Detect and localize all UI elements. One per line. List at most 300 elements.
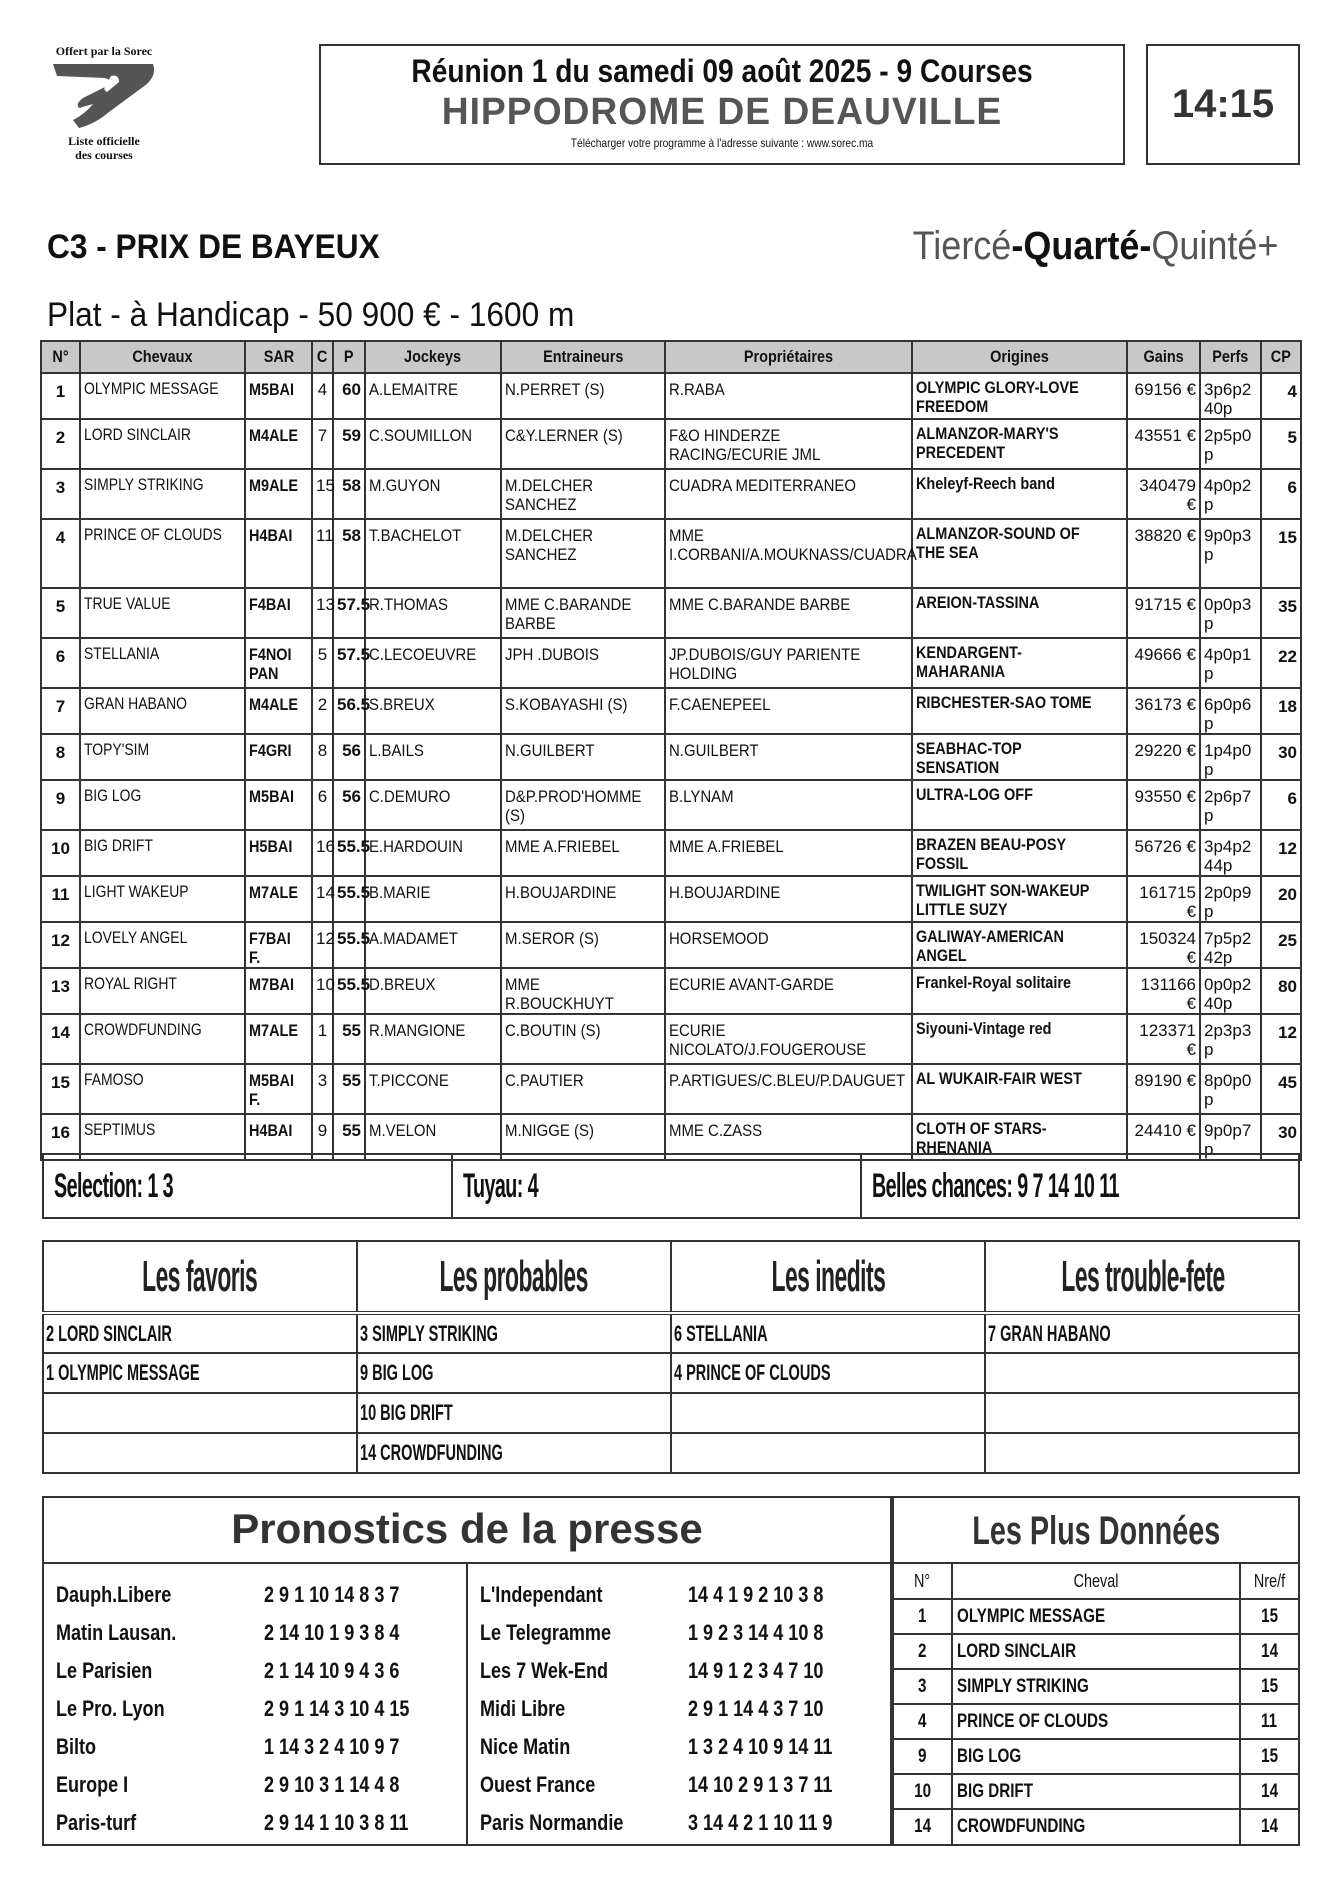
most-picked-count <box>1240 1599 1298 1634</box>
most-picked-table <box>894 1564 1298 1844</box>
cell-perfs-text: 2p6p7p <box>1204 787 1252 825</box>
cell-gains-text: 131166 € <box>1140 975 1196 1013</box>
cell-sar-text: H4BAI <box>249 526 293 545</box>
cell-sar-text: M7ALE <box>249 1021 298 1040</box>
cell-origin <box>912 876 1127 922</box>
category-header-trouble-fete <box>985 1241 1299 1313</box>
cell-jockey <box>365 968 501 1014</box>
col-origin-label: Origines <box>990 347 1049 366</box>
cell-owner-text: F.CAENEPEEL <box>669 695 771 714</box>
table-row[interactable] <box>41 688 1301 734</box>
col-sar-label: SAR <box>263 347 294 366</box>
cell-trainer <box>501 469 665 519</box>
cell-origin <box>912 780 1127 830</box>
cell-n <box>41 734 80 780</box>
cell-horse <box>80 638 245 688</box>
most-picked-count-text: 15 <box>1261 1745 1278 1767</box>
col-sar-header <box>245 341 312 373</box>
press-predictions <box>42 1496 892 1846</box>
col-number-label: N° <box>52 347 69 366</box>
cell-sar <box>245 1064 312 1114</box>
table-row[interactable] <box>41 373 1301 419</box>
cell-trainer-text: C.BOUTIN (S) <box>505 1021 601 1040</box>
bet-separator: - <box>1138 224 1151 268</box>
cell-horse <box>80 876 245 922</box>
cell-p <box>333 469 365 519</box>
most-picked-row[interactable] <box>894 1669 1298 1704</box>
most-picked-horse <box>952 1774 1240 1809</box>
cell-owner-text: B.LYNAM <box>669 787 734 806</box>
cell-horse-text: SIMPLY STRIKING <box>84 475 204 494</box>
cell-owner <box>665 373 912 419</box>
most-picked-n-text: 3 <box>918 1675 927 1697</box>
cell-horse <box>80 1064 245 1114</box>
table-row[interactable] <box>41 1064 1301 1114</box>
category-entry: 10 BIG DRIFT <box>360 1400 453 1425</box>
cell-jockey-text: A.MADAMET <box>369 929 458 948</box>
most-picked-n <box>894 1774 952 1809</box>
cell-perfs-text: 0p0p240p <box>1204 975 1252 1013</box>
selection-cell <box>44 1155 453 1217</box>
cell-n-text: 9 <box>55 789 66 808</box>
most-picked-n <box>894 1599 952 1634</box>
cell-jockey <box>365 922 501 968</box>
cell-owner <box>665 519 917 588</box>
cell-trainer-text: MME C.BARANDE BARBE <box>505 595 632 633</box>
cell-n-text: 11 <box>51 885 70 904</box>
most-picked-n <box>894 1704 952 1739</box>
cell-perfs <box>1200 1014 1261 1064</box>
cell-p <box>333 519 365 588</box>
cell-jockey-text: C.LECOEUVRE <box>369 645 477 664</box>
cell-cp-text: 35 <box>1278 597 1297 616</box>
press-row <box>468 1614 890 1652</box>
cell-horse <box>80 1014 245 1064</box>
cell-n-text: 10 <box>51 839 70 858</box>
cell-horse <box>80 734 245 780</box>
most-picked-header-count <box>1240 1564 1298 1599</box>
cell-trainer <box>501 688 665 734</box>
table-row[interactable] <box>41 588 1301 638</box>
cell-owner <box>665 922 912 968</box>
cell-owner <box>665 588 912 638</box>
col-corde-header <box>312 341 333 373</box>
cell-trainer-text: C.PAUTIER <box>505 1071 584 1090</box>
most-picked-n <box>894 1669 952 1704</box>
press-source-name: Le Parisien <box>56 1658 153 1683</box>
cell-trainer-text: H.BOUJARDINE <box>505 883 617 902</box>
bet-tierce: Tiercé <box>912 224 1011 268</box>
cell-origin-text: Kheleyf-Reech band <box>916 474 1055 493</box>
most-picked-header-label: Nre/f <box>1253 1570 1286 1591</box>
cell-trainer <box>501 638 665 688</box>
table-header-row <box>41 341 1301 373</box>
meeting-header <box>319 44 1125 165</box>
cell-jockey <box>365 830 501 876</box>
cell-c <box>312 734 333 780</box>
cell-n <box>41 373 80 419</box>
press-source-name: Nice Matin <box>480 1734 571 1759</box>
cell-cp-text: 4 <box>1287 382 1297 401</box>
most-picked <box>892 1496 1300 1846</box>
cell-jockey <box>365 688 501 734</box>
table-row[interactable] <box>41 519 1301 588</box>
cell-p-text: 60 <box>342 380 361 399</box>
cell-c <box>312 469 333 519</box>
cell-c-text: 11 <box>316 526 334 545</box>
cell-perfs-text: 3p6p240p <box>1204 380 1252 418</box>
cell-trainer-text: N.PERRET (S) <box>505 380 605 399</box>
most-picked-count <box>1240 1774 1298 1809</box>
press-pick-numbers: 1 9 2 3 14 4 10 8 <box>688 1620 824 1645</box>
cell-cp <box>1261 876 1301 922</box>
press-row <box>468 1804 890 1842</box>
cell-perfs <box>1200 419 1261 469</box>
cell-origin-text: RIBCHESTER-SAO TOME <box>916 693 1092 712</box>
cell-horse-text: FAMOSO <box>84 1070 144 1089</box>
press-pick-numbers: 1 3 2 4 10 9 14 11 <box>688 1734 833 1759</box>
cell-trainer-text: M.NIGGE (S) <box>505 1121 594 1140</box>
table-row[interactable] <box>41 968 1301 1014</box>
cell-cp-text: 15 <box>1278 528 1297 547</box>
col-cp-label: CP <box>1270 347 1292 366</box>
cell-perfs-text: 6p0p6p <box>1204 695 1252 733</box>
cell-trainer <box>501 876 665 922</box>
most-picked-horse <box>952 1669 1240 1704</box>
press-pick-numbers: 2 9 14 1 10 3 8 11 <box>264 1810 409 1835</box>
cell-sar <box>245 876 312 922</box>
cell-jockey-text: R.MANGIONE <box>369 1021 466 1040</box>
cell-c <box>312 1014 333 1064</box>
cell-c <box>312 638 333 688</box>
cell-cp <box>1261 638 1301 688</box>
category-cell-inedits <box>671 1353 985 1393</box>
cell-n <box>41 922 80 968</box>
cell-cp-text: 80 <box>1278 977 1297 996</box>
col-perfs-label: Perfs <box>1212 347 1249 366</box>
cell-sar-text: F7BAI F. <box>249 929 291 967</box>
cell-c-text: 12 <box>316 929 335 948</box>
press-source-name: Le Pro. Lyon <box>56 1696 165 1721</box>
cell-p-text: 57.5 <box>337 645 371 664</box>
cell-gains <box>1127 876 1200 922</box>
category-entry: 3 SIMPLY STRIKING <box>360 1320 498 1346</box>
sorec-logo <box>42 44 166 168</box>
cell-p-text: 58 <box>342 526 361 545</box>
cell-perfs-text: 9p0p7p <box>1204 1121 1252 1159</box>
cell-gains-text: 161715 € <box>1139 883 1196 921</box>
cell-origin-text: ALMANZOR-SOUND OF THE SEA <box>916 524 1080 562</box>
cell-gains-text: 69156 € <box>1134 380 1196 399</box>
most-picked-row[interactable] <box>894 1774 1298 1809</box>
cell-trainer <box>501 922 665 968</box>
cell-origin-text: SEABHAC-TOP SENSATION <box>916 739 1022 777</box>
cell-cp-text: 5 <box>1287 428 1297 447</box>
category-row <box>43 1313 1299 1353</box>
most-picked-row[interactable] <box>894 1634 1298 1669</box>
cell-trainer-text: C&Y.LERNER (S) <box>505 426 623 445</box>
table-row[interactable] <box>41 638 1301 688</box>
press-source <box>44 1582 264 1608</box>
cell-n-text: 16 <box>51 1123 70 1142</box>
cell-sar <box>245 373 312 419</box>
cell-origin <box>912 588 1127 638</box>
most-picked-title: Les Plus Données <box>971 1509 1221 1553</box>
category-row <box>43 1393 1299 1433</box>
cell-sar-text: M7ALE <box>249 883 298 902</box>
most-picked-n-text: 10 <box>914 1780 931 1802</box>
category-cell-favoris <box>43 1393 357 1433</box>
cell-n <box>41 469 80 519</box>
runners-table <box>40 340 1302 1161</box>
cell-sar-text: F4NOIPAN <box>249 645 292 683</box>
press-source <box>44 1734 264 1760</box>
cell-origin <box>912 922 1127 968</box>
category-cell-favoris <box>43 1353 357 1393</box>
tuyau-text: Tuyau: 4 <box>463 1166 539 1205</box>
cell-perfs <box>1200 876 1261 922</box>
most-picked-row[interactable] <box>894 1739 1298 1774</box>
cell-p <box>333 734 365 780</box>
press-pick <box>264 1810 440 1836</box>
cell-sar <box>245 1014 312 1064</box>
most-picked-horse <box>952 1599 1240 1634</box>
cell-c-text: 1 <box>317 1021 328 1040</box>
cell-jockey-text: B.MARIE <box>369 883 431 902</box>
cell-c-text: 7 <box>317 426 328 445</box>
cell-owner <box>665 830 912 876</box>
cell-owner <box>665 688 912 734</box>
most-picked-horse-text: BIG DRIFT <box>957 1780 1033 1802</box>
cell-horse-text: LIGHT WAKEUP <box>84 882 189 901</box>
meeting-title: Réunion 1 du samedi 09 août 2025 - 9 Courses <box>411 53 1033 89</box>
most-picked-header-horse <box>952 1564 1240 1599</box>
cell-origin-text: CLOTH OF STARS-RHENANIA <box>916 1119 1047 1157</box>
cell-n <box>41 638 80 688</box>
table-row[interactable] <box>41 734 1301 780</box>
col-cp-header <box>1261 341 1301 373</box>
most-picked-count <box>1240 1704 1298 1739</box>
category-cell-trouble-fete <box>985 1393 1299 1433</box>
press-source <box>468 1772 688 1798</box>
press-source-name: L'Independant <box>480 1582 603 1607</box>
table-row[interactable] <box>41 469 1301 519</box>
cell-sar <box>245 688 312 734</box>
selection-text: Selection: 1 3 <box>54 1166 174 1205</box>
press-pick-numbers: 3 14 4 2 1 10 11 9 <box>688 1810 833 1835</box>
cell-jockey <box>365 876 501 922</box>
cell-gains <box>1127 638 1200 688</box>
cell-c <box>312 876 333 922</box>
cell-origin-text: ULTRA-LOG OFF <box>916 785 1033 804</box>
most-picked-horse <box>952 1809 1240 1844</box>
cell-perfs <box>1200 922 1261 968</box>
cell-perfs <box>1200 638 1261 688</box>
cell-horse <box>80 519 245 588</box>
most-picked-row[interactable] <box>894 1809 1298 1844</box>
tuyau-cell <box>453 1155 862 1217</box>
cell-owner <box>665 419 912 469</box>
most-picked-horse-text: OLYMPIC MESSAGE <box>957 1605 1106 1627</box>
col-poids-label: P <box>344 347 354 366</box>
category-entry: 6 STELLANIA <box>674 1320 768 1346</box>
cell-cp-text: 6 <box>1287 478 1297 497</box>
cell-p <box>333 922 371 968</box>
cell-perfs-text: 2p0p9p <box>1204 883 1252 921</box>
logo-bottom-text-2: des courses <box>75 148 133 162</box>
cell-perfs <box>1200 1064 1261 1114</box>
category-entry: 14 CROWDFUNDING <box>360 1440 503 1465</box>
most-picked-horse-text: SIMPLY STRIKING <box>957 1675 1089 1697</box>
cell-gains-text: 340479 € <box>1139 476 1196 514</box>
press-source-name: Ouest France <box>480 1772 596 1797</box>
cell-c-text: 10 <box>316 975 335 994</box>
cell-p <box>333 968 371 1014</box>
press-column-left <box>44 1564 468 1844</box>
cell-horse <box>80 830 245 876</box>
most-picked-count-text: 14 <box>1261 1640 1278 1662</box>
cell-trainer-text: JPH .DUBOIS <box>505 645 599 664</box>
cell-perfs-text: 0p0p3p <box>1204 595 1252 633</box>
cell-gains-text: 123371 € <box>1139 1021 1196 1059</box>
cell-sar-text: H5BAI <box>249 837 293 856</box>
cell-jockey <box>365 638 501 688</box>
cell-jockey-text: C.DEMURO <box>369 787 451 806</box>
cell-n-text: 3 <box>55 478 66 497</box>
cell-sar-text: M5BAI <box>249 380 294 399</box>
cell-c <box>312 588 333 638</box>
cell-p <box>333 1014 365 1064</box>
cell-p-text: 55.5 <box>337 883 371 902</box>
cell-sar <box>245 638 312 688</box>
press-source-name: Matin Lausan. <box>56 1620 177 1645</box>
cell-trainer <box>501 419 665 469</box>
press-title: Pronostics de la presse <box>231 1505 703 1552</box>
press-source <box>468 1734 688 1760</box>
press-source-name: Le Telegramme <box>480 1620 612 1645</box>
cell-trainer <box>501 1014 665 1064</box>
most-picked-n-text: 2 <box>918 1640 927 1662</box>
press-pick <box>688 1734 864 1760</box>
table-row[interactable] <box>41 922 1301 968</box>
cell-origin-text: OLYMPIC GLORY-LOVE FREEDOM <box>916 378 1079 416</box>
col-horse-header <box>80 341 245 373</box>
cell-n-text: 6 <box>55 647 66 666</box>
cell-jockey <box>365 734 501 780</box>
cell-p-text: 55 <box>342 1021 361 1040</box>
cell-gains <box>1127 688 1200 734</box>
cell-cp <box>1261 588 1301 638</box>
press-pick <box>688 1620 853 1646</box>
most-picked-horse <box>952 1739 1240 1774</box>
cell-c-text: 14 <box>316 883 335 902</box>
cell-cp <box>1261 968 1301 1014</box>
category-header-favoris <box>43 1241 357 1313</box>
cell-trainer <box>501 373 665 419</box>
race-conditions: Plat - à Handicap - 50 900 € - 1600 m <box>47 296 575 334</box>
cell-cp-text: 22 <box>1278 647 1297 666</box>
cell-p <box>333 638 371 688</box>
cell-jockey-text: R.THOMAS <box>369 595 448 614</box>
cell-cp <box>1261 688 1301 734</box>
cell-gains <box>1127 830 1200 876</box>
bet-quinte: Quinté+ <box>1150 224 1278 268</box>
cell-horse-text: OLYMPIC MESSAGE <box>84 379 219 398</box>
cell-origin <box>912 519 1127 588</box>
press-row <box>44 1804 466 1842</box>
press-pick-numbers: 2 9 10 3 1 14 4 8 <box>264 1772 400 1797</box>
col-origin-header <box>912 341 1127 373</box>
most-picked-horse-text: CROWDFUNDING <box>957 1816 1086 1837</box>
category-title: Les probables <box>439 1251 589 1301</box>
cell-sar-text: M5BAI <box>249 787 294 806</box>
cell-jockey <box>365 588 501 638</box>
table-row[interactable] <box>41 876 1301 922</box>
cell-jockey-text: L.BAILS <box>369 741 424 760</box>
most-picked-count-text: 14 <box>1261 1816 1278 1837</box>
category-entry: 9 BIG LOG <box>360 1360 434 1385</box>
race-time: 14:15 <box>1171 82 1275 126</box>
cell-cp <box>1261 469 1301 519</box>
category-cell-inedits <box>671 1433 985 1473</box>
cell-owner-text: MME A.FRIEBEL <box>669 837 784 856</box>
cell-n <box>41 688 80 734</box>
press-row <box>468 1728 890 1766</box>
cell-p-text: 56.5 <box>337 695 371 714</box>
cell-p-text: 55 <box>342 1121 361 1140</box>
cell-cp <box>1261 519 1301 588</box>
cell-c-text: 3 <box>317 1071 328 1090</box>
cell-perfs-text: 3p4p244p <box>1204 837 1252 875</box>
category-entry: 1 OLYMPIC MESSAGE <box>46 1360 200 1385</box>
cell-c <box>312 688 333 734</box>
press-pick <box>688 1582 853 1608</box>
cell-perfs-text: 2p5p0p <box>1204 426 1252 464</box>
cell-owner-text: MME I.CORBANI/A.MOUKNASS/CUADRA <box>669 526 917 564</box>
cell-c-text: 5 <box>317 645 328 664</box>
cell-c-text: 13 <box>316 595 335 614</box>
cell-perfs-text: 4p0p2p <box>1204 476 1252 514</box>
cell-gains <box>1127 1014 1200 1064</box>
cell-owner-text: JP.DUBOIS/GUY PARIENTE HOLDING <box>669 645 861 683</box>
cell-owner-text: F&O HINDERZE RACING/ECURIE JML <box>669 426 821 464</box>
belles-chances-text: Belles chances: 9 7 14 10 11 <box>872 1166 1120 1205</box>
table-row[interactable] <box>41 780 1301 830</box>
cell-c-text: 15 <box>316 476 335 495</box>
cell-origin-text: AL WUKAIR-FAIR WEST <box>916 1069 1082 1088</box>
cell-sar-text: M5BAI F. <box>249 1071 294 1109</box>
most-picked-row[interactable] <box>894 1704 1298 1739</box>
table-row[interactable] <box>41 830 1301 876</box>
race-title: C3 - PRIX DE BAYEUX <box>47 228 380 266</box>
table-row[interactable] <box>41 419 1301 469</box>
press-source <box>468 1810 688 1836</box>
press-pick-numbers: 14 4 1 9 2 10 3 8 <box>688 1582 824 1607</box>
cell-gains-text: 150324 € <box>1139 929 1196 967</box>
table-row[interactable] <box>41 1014 1301 1064</box>
cell-p-text: 56 <box>342 741 361 760</box>
cell-trainer-text: MME A.FRIEBEL <box>505 837 620 856</box>
category-cell-probables <box>357 1393 671 1433</box>
most-picked-row[interactable] <box>894 1599 1298 1634</box>
press-source <box>44 1810 264 1836</box>
press-source-name: Paris Normandie <box>480 1810 624 1835</box>
cell-n <box>41 519 80 588</box>
cell-jockey <box>365 780 501 830</box>
cell-trainer-text: M.DELCHER SANCHEZ <box>505 476 594 514</box>
cell-sar <box>245 469 312 519</box>
press-row <box>44 1766 466 1804</box>
